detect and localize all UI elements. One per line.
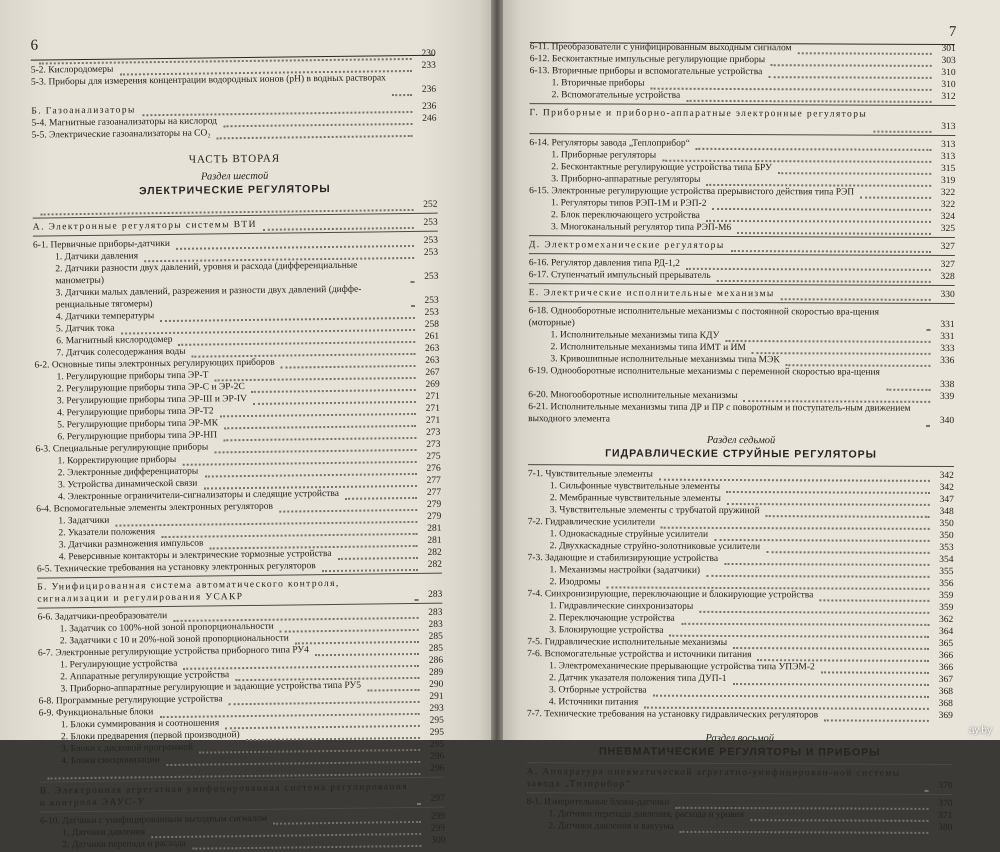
toc-entry-title: 2. Указатели положения — [58, 526, 158, 539]
toc-entry[interactable] — [37, 577, 442, 606]
toc-entry-page: 246 — [422, 113, 436, 125]
toc-entry-page: 253 — [424, 235, 438, 247]
toc-entry-title: 3. Отборные устройства — [549, 684, 650, 696]
toc-entry-page: 359 — [939, 590, 953, 602]
toc-entry-title: 6-12. Бесконтактные импульсные регулирующие приборы — [530, 53, 768, 66]
toc-entry-title: 6-15. Электронные регулирующие устройства прерывистого действия типа РЭП — [529, 185, 857, 198]
toc-entry-title: 6. Магнитный кислородомер — [56, 334, 175, 347]
toc-entry[interactable] — [529, 305, 955, 331]
right-toc — [526, 41, 955, 834]
toc-entry-page: 296 — [430, 763, 444, 775]
toc-entry-title: 3. Датчики размножения импульсов — [59, 538, 207, 552]
toc-entry-title: 2. Аппаратные регулирующие устройства — [60, 669, 232, 683]
dot-leader — [417, 792, 421, 805]
toc-entry[interactable] — [529, 269, 955, 283]
toc-entry-page: 253 — [423, 217, 437, 229]
toc-entry-title: Д. Электромеханические регуляторы — [529, 239, 728, 252]
toc-entry-title: 6-11. Преобразователи с унифицированным выходным сигналом — [530, 41, 795, 54]
right-page-number: 7 — [949, 24, 957, 41]
toc-entry-page: 330 — [940, 289, 954, 301]
toc-entry-page: 350 — [939, 530, 953, 542]
toc-entry-title: 5-4. Магнитные газоанализаторы на кислород — [31, 115, 220, 129]
section-title: ЭЛЕКТРИЧЕСКИЕ РЕГУЛЯТОРЫ — [32, 182, 437, 199]
dot-leader — [263, 216, 414, 231]
toc-entry-page: 281 — [427, 535, 441, 547]
toc-entry[interactable] — [527, 708, 953, 722]
toc-entry-title: Е. Электрические исполнительные механизмы — [529, 287, 778, 300]
toc-entry-page: 380 — [938, 822, 952, 834]
toc-entry-title: 3. Многоканальный регулятор типа РЭП-М6 — [551, 221, 734, 234]
toc-entry-page: 299 — [431, 823, 445, 835]
toc-entry-page: 342 — [940, 482, 954, 494]
toc-entry-page: 293 — [429, 703, 443, 715]
toc-entry-page: 322 — [941, 187, 955, 199]
section-8-label: Раздел восьмой — [527, 732, 953, 745]
toc-entry-page: 328 — [941, 271, 955, 283]
toc-entry-page: 233 — [422, 60, 436, 72]
toc-entry-title: А. Аппаратура пневматической агрегатно-унифицирован-ной системы завода „Тизприбор“ — [527, 766, 922, 792]
toc-entry-title: 3. Приборно-аппаратные регулирующие и задающие устройства типа РУ5 — [60, 680, 364, 696]
section-rule — [529, 283, 955, 286]
section-rule — [529, 253, 955, 256]
dot-leader — [744, 389, 931, 403]
toc-entry-title: 2. Датчики разности двух давлений, уровня и расхода (дифференциальные манометры) — [55, 259, 407, 287]
toc-entry-title: 6-21. Исполнительные механизмы типа ДР и ПР с поворотным и поступатель-ным движением выходного элемента — [528, 401, 923, 427]
toc-entry-title: 3. Блокирующие устройства — [549, 624, 666, 637]
toc-entry-title: 1. Сильфонные чувствительные элементы — [550, 480, 723, 493]
toc-entry-page: 236 — [422, 101, 436, 113]
toc-entry-page: 355 — [939, 566, 953, 578]
toc-entry-title: 7-1. Чувствительные элементы — [528, 468, 656, 481]
toc-entry-title: 2. Исполнительные механизмы типа ИМТ и ИМ — [550, 341, 748, 354]
toc-entry-title: 7-5. Гидравлические исполнительные механизмы — [527, 636, 730, 649]
toc-entry-page: 271 — [426, 391, 440, 403]
section-rule — [530, 103, 956, 106]
toc-entry-page: 370 — [938, 798, 952, 810]
toc-entry-title: 7-2. Гидравлические усилители — [528, 516, 658, 529]
toc-entry-title: 1. Приборные регуляторы — [551, 149, 659, 161]
toc-entry-title: 6-20. Многооборотные исполнительные механизмы — [528, 389, 740, 402]
section-rule — [529, 133, 955, 136]
toc-entry-title: 6-18. Однооборотные исполнительные механизмы с постоянной скоростью вра-щения (моторные) — [529, 305, 924, 331]
toc-entry-page: 263 — [425, 343, 439, 355]
toc-entry-page: 354 — [939, 554, 953, 566]
toc-entry-page: 370 — [938, 780, 952, 792]
toc-entry[interactable] — [528, 365, 954, 391]
toc-entry-title: 2. Датчики давления и вакуума — [548, 820, 676, 833]
toc-entry-title: 1. Блоки суммирования и соотношения — [61, 717, 222, 731]
toc-entry-title: 1. Датчики перепада давления, расхода и уровня — [548, 808, 747, 821]
toc-entry-title: 2. Задатчики с 10 и 20%-ной зоной пропорциональности — [60, 632, 292, 647]
toc-entry-title: 2. Блоки предварения (первой производной) — [61, 729, 243, 743]
toc-entry-title: 2. Датчик указателя положения типа ДУП-1 — [549, 672, 730, 685]
dot-leader — [686, 89, 931, 103]
toc-entry-title: 4. Датчики температуры — [56, 310, 157, 323]
toc-entry-page: 325 — [941, 223, 955, 235]
toc-entry-title: 1. Исполнительные механизмы типа КДУ — [551, 329, 723, 342]
toc-entry-title: 6-14. Регуляторы завода „Теплоприбор“ — [529, 137, 692, 150]
dot-leader — [411, 270, 415, 283]
toc-entry-page: 267 — [425, 367, 439, 379]
toc-entry-page: 290 — [429, 679, 443, 691]
toc-entry-title: 7. Датчик солесодержания воды — [56, 346, 188, 360]
toc-entry-page: 253 — [424, 247, 438, 259]
section-label: Раздел шестой — [32, 169, 437, 185]
section-7-label: Раздел седьмой — [528, 434, 954, 447]
section-8-title: ПНЕВМАТИЧЕСКИЕ РЕГУЛЯТОРЫ И ПРИБОРЫ — [527, 745, 953, 759]
toc-entry-title: 5. Датчик тока — [56, 323, 118, 336]
toc-entry-page: 339 — [940, 391, 954, 403]
toc-entry-title: 4. Регулирующие приборы типа ЭР-Т2 — [57, 405, 217, 419]
toc-entry[interactable] — [527, 766, 953, 792]
toc-entry-title: 1. Регулирующие приборы типа ЭР-Т — [57, 369, 212, 383]
toc-entry-title: 4. Источники питания — [549, 696, 641, 708]
toc-entry-page: 366 — [939, 662, 953, 674]
toc-entry-title: 1. Регулирующие устройства — [60, 658, 180, 671]
toc-entry-title: 1. Корректирующие приборы — [58, 454, 180, 467]
toc-entry-title: 2. Блок переключающего устройства — [551, 209, 703, 222]
toc-entry-page: 296 — [430, 751, 444, 763]
toc-entry-page: 362 — [939, 614, 953, 626]
toc-entry-title: 2. Бесконтактные регулирующие устройства типа БРУ — [551, 161, 775, 174]
toc-entry-title: 7-3. Задающие и стабилизирующие устройства — [528, 552, 722, 565]
toc-entry-page: 312 — [941, 91, 955, 103]
toc-entry-page: 356 — [939, 578, 953, 590]
toc-list-section-7 — [527, 464, 954, 722]
toc-entry-page: 342 — [940, 470, 954, 482]
toc-entry-page: 300 — [431, 835, 445, 847]
toc-entry-page: 338 — [940, 379, 954, 391]
toc-entry-title: 6-16. Регулятор давления типа РД-1,2 — [529, 257, 683, 270]
toc-entry-page: 253 — [424, 271, 438, 283]
toc-entry-page: 366 — [939, 650, 953, 662]
toc-entry-title: 2. Датчики перепада и расхода — [62, 838, 189, 852]
toc-entry-title: 7-6. Вспомогательные устройства и источники питания — [527, 648, 754, 661]
left-page-number: 6 — [30, 38, 38, 55]
dot-leader — [786, 353, 931, 367]
toc-entry[interactable] — [529, 239, 955, 253]
toc-entry-page: 340 — [940, 415, 954, 427]
toc-entry-page: 279 — [427, 499, 441, 511]
toc-entry-title: 6-19. Однооборотные исполнительные механизмы с переменной скоростью вра-щения — [528, 365, 883, 379]
dot-leader — [873, 120, 931, 133]
toc-list-section-6 — [32, 199, 445, 852]
toc-entry-title: 3. Кривошипные исполнительные механизмы типа МЭК — [550, 353, 782, 366]
dot-leader — [717, 269, 931, 283]
toc-entry-title: Б. Газоанализаторы — [31, 104, 139, 117]
toc-entry[interactable] — [529, 221, 955, 235]
toc-entry-page: 273 — [426, 427, 440, 439]
toc-entry-page: 271 — [426, 403, 440, 415]
section-7-title: ГИДРАВЛИЧЕСКИЕ СТРУЙНЫЕ РЕГУЛЯТОРЫ — [528, 447, 954, 461]
toc-entry-page: 275 — [426, 451, 440, 463]
toc-entry-title: 1. Задатчики — [58, 515, 112, 528]
toc-entry-title: 1. Электромеханические прерывающие устройства типа УПЭМ-2 — [549, 660, 818, 673]
toc-entry-page: 365 — [939, 638, 953, 650]
toc-entry-page: 327 — [941, 241, 955, 253]
toc-entry-page: 364 — [939, 626, 953, 638]
toc-entry-title: Г. Приборные и приборно-аппаратные электронные регуляторы — [529, 107, 870, 120]
toc-entry-title: 1. Датчики давления — [62, 826, 148, 839]
toc-entry-page: 333 — [940, 343, 954, 355]
toc-entry-title: 7-4. Синхронизирующие, переключающие и блокирующие устройства — [527, 588, 816, 601]
toc-entry-page: 279 — [427, 511, 441, 523]
toc-entry-page: 368 — [939, 698, 953, 710]
toc-entry-title: 3. Приборно-аппаратные регуляторы — [551, 173, 703, 186]
toc-entry[interactable] — [40, 781, 445, 810]
section-rule — [529, 301, 955, 304]
toc-entry-page: 285 — [429, 643, 443, 655]
section-rule — [528, 464, 954, 467]
toc-entry-title: 2. Двухкаскадные струйно-золотниковые усилители — [550, 540, 764, 553]
toc-entry-page: 276 — [426, 463, 440, 475]
toc-entry-title: А. Электронные регуляторы системы ВТИ — [33, 219, 260, 234]
toc-entry-title: 2. Изодромы — [549, 576, 603, 588]
toc-entry[interactable] — [529, 287, 955, 301]
toc-entry-title: 5. Регулирующие приборы типа ЭР-МК — [57, 417, 221, 431]
toc-entry-page: 273 — [426, 439, 440, 451]
toc-entry-title: 1. Механизмы настройки (задатчики) — [549, 564, 703, 577]
toc-entry-page: 301 — [942, 43, 956, 55]
dot-leader — [926, 414, 930, 427]
section-rule — [527, 762, 953, 765]
toc-entry-page: 271 — [426, 415, 440, 427]
dot-leader — [217, 124, 413, 139]
toc-entry-page: 331 — [940, 331, 954, 343]
dot-leader — [322, 558, 418, 572]
toc-entry-page: 282 — [428, 559, 442, 571]
toc-entry-title: 6-17. Ступенчатый импульсный прерыватель — [529, 269, 714, 282]
toc-entry-page: 359 — [939, 602, 953, 614]
toc-entry-title: 5-3. Приборы для измерения концентрации водородных ионов (pH) в водных растворах — [31, 72, 389, 88]
toc-entry[interactable] — [528, 401, 954, 427]
toc-entry-title: 3. Блоки с дисковой программой — [61, 742, 196, 756]
toc-entry-page: 277 — [427, 475, 441, 487]
toc-entry-title: 2. Мембранные чувствительные элементы — [550, 492, 724, 505]
toc-entry-page: 295 — [430, 715, 444, 727]
toc-entry-page: 283 — [428, 589, 442, 601]
toc-entry-page: 313 — [941, 151, 955, 163]
toc-entry[interactable] — [530, 89, 956, 103]
toc-entry-title: 4. Электронные ограничители-сигнализаторы и следящие устройства — [58, 488, 342, 503]
toc-entry-title: 1. Гидравлические синхронизаторы — [549, 600, 696, 613]
toc-entry-page: 295 — [430, 739, 444, 751]
dot-leader — [414, 588, 418, 601]
toc-entry-title: 6-2. Основные типы электронных регулирующих приборов — [34, 357, 277, 372]
toc-entry-page: 286 — [429, 655, 443, 667]
toc-entry-page: 236 — [422, 84, 436, 96]
toc-entry-page: 367 — [939, 674, 953, 686]
toc-entry-page: 369 — [939, 710, 953, 722]
toc-entry-title: 6-10. Датчики с унифицированным выходным сигналом — [40, 813, 270, 828]
toc-entry-page: 371 — [938, 810, 952, 822]
toc-entry-title: 2. Электронные дифференциаторы — [58, 466, 202, 480]
toc-entry-title: 6-9. Функциональные блоки — [39, 706, 157, 719]
watermark: ay.by — [969, 725, 992, 736]
toc-entry-page: 263 — [425, 355, 439, 367]
toc-entry-title: 3. Датчики малых давлений, разрежения и разности двух давлений (диффе-ренциальные тягомеры) — [56, 283, 408, 311]
toc-entry-page: 315 — [941, 163, 955, 175]
toc-entry-title: 5-2. Кислородомеры — [31, 64, 117, 77]
toc-entry-page: 261 — [425, 331, 439, 343]
toc-entry-page: 289 — [429, 667, 443, 679]
toc-entry-page: 347 — [940, 494, 954, 506]
toc-entry-title: 2. Переключающие устройства — [549, 612, 678, 625]
toc-entry-page: 269 — [425, 379, 439, 391]
toc-entry-page: 322 — [941, 199, 955, 211]
right-page-content — [497, 0, 1000, 742]
toc-entry-page: 277 — [427, 487, 441, 499]
toc-list-section-8 — [526, 762, 952, 834]
toc-entry-title: 6-3. Специальные регулирующие приборы — [35, 441, 211, 455]
toc-entry-page: 350 — [939, 518, 953, 530]
toc-entry-page: 313 — [941, 139, 955, 151]
toc-entry[interactable] — [31, 72, 436, 101]
toc-entry-title: 6-7. Электронные регулирующие устройства приборного типа РУ4 — [38, 644, 312, 659]
toc-entry-title: 6-13. Вторичные приборы и вспомогательные устройства — [530, 65, 766, 78]
toc-entry-title: 8-1. Измерительные блоки-датчики — [526, 796, 672, 809]
dot-leader — [824, 708, 929, 721]
toc-entry-page: 331 — [940, 319, 954, 331]
right-page — [500, 0, 1000, 740]
toc-entry-page: 327 — [941, 259, 955, 271]
dot-leader — [192, 834, 422, 850]
dot-leader — [392, 83, 412, 96]
toc-entry-page: 303 — [941, 55, 955, 67]
toc-entry-page: 258 — [425, 319, 439, 331]
toc-entry-title: 1. Вторичные приборы — [552, 77, 648, 89]
toc-entry-page: 253 — [424, 295, 438, 307]
dot-leader — [781, 287, 931, 301]
dot-leader — [680, 820, 929, 834]
dot-leader — [737, 221, 931, 235]
toc-entry-title: 6-1. Первичные приборы-датчики — [33, 238, 173, 252]
toc-entry-title: 3. Чувствительные элементы с трубчатой пружиной — [550, 504, 763, 517]
toc-entry[interactable] — [526, 820, 952, 834]
toc-entry-page: 285 — [428, 631, 442, 643]
toc-entry-page: 353 — [939, 542, 953, 554]
toc-entry-page: 252 — [423, 199, 437, 211]
toc-entry-title: 2. Вспомогательные устройства — [552, 89, 684, 102]
dot-leader — [731, 239, 931, 253]
toc-entry-page: 253 — [425, 307, 439, 319]
toc-entry-title: 5-5. Электрические газоанализаторы на CO₂ — [32, 127, 214, 141]
toc-entry-page: 336 — [940, 355, 954, 367]
toc-entry-title: 1. Задатчик со 100%-ной зоной пропорциональности — [60, 621, 277, 636]
book-gutter — [491, 0, 503, 740]
toc-entry-page: 230 — [421, 48, 435, 60]
toc-entry-page: 324 — [941, 211, 955, 223]
toc-entry-title: 6-4. Вспомогательные элементы электронных регуляторов — [36, 501, 276, 516]
toc-entry-page: 283 — [428, 607, 442, 619]
toc-entry-page: 348 — [939, 506, 953, 518]
toc-entry-title: 4. Реверсивные контакторы и электрические тормозные устройства — [59, 548, 335, 563]
toc-entry-page: 282 — [427, 547, 441, 559]
toc-entry-title: Б. Унифицированная система автоматического контроля, сигнализации и регулирования УСАКР — [37, 577, 411, 606]
toc-entry-page: 319 — [941, 175, 955, 187]
toc-entry-page: 283 — [428, 619, 442, 631]
toc-entry-page: 281 — [427, 523, 441, 535]
toc-entry-title: 6-8. Программные регулирующие устройства — [39, 693, 226, 707]
toc-entry-page: 295 — [430, 727, 444, 739]
toc-entry-page: 310 — [941, 67, 955, 79]
toc-entry-title: 2. Регулирующие приборы типа ЭР-С и ЭР-2С — [57, 381, 248, 395]
toc-entry-page: 310 — [941, 79, 955, 91]
section-rule — [529, 235, 955, 238]
left-page — [0, 0, 494, 740]
dot-leader — [925, 779, 929, 792]
toc-entry-page: 291 — [429, 691, 443, 703]
toc-list-intro — [31, 48, 437, 142]
toc-entry-title: 1. Регуляторы типов РЭП-1М и РЭП-2 — [551, 197, 709, 210]
toc-entry-title: 7-7. Технические требования на установку гидравлических регуляторов — [527, 708, 821, 721]
toc-entry-title: 3. Регулирующие приборы типа ЭР-III и ЭР-IV — [57, 393, 250, 407]
toc-entry-page: 297 — [430, 793, 444, 805]
toc-list-section-6-cont — [528, 41, 956, 427]
section-rule — [527, 792, 953, 795]
left-toc — [31, 48, 446, 852]
toc-entry-title: В. Электронная агрегатная унифицированная система регулирования и контроля ЭАУС-У — [40, 781, 414, 810]
toc-entry-title: 6-6. Задатчики-преобразователи — [37, 610, 170, 624]
toc-entry-title: 3. Устройства динамической связи — [58, 478, 201, 492]
toc-entry-page: 313 — [941, 121, 955, 133]
toc-entry-title: 6-5. Технические требования на установку электронных регуляторов — [37, 560, 319, 575]
toc-entry-page: 368 — [939, 686, 953, 698]
toc-entry-page: 299 — [431, 811, 445, 823]
toc-entry-title: 6. Регулирующие приборы типа ЭР-НП — [57, 429, 220, 443]
toc-entry-title: 1. Датчики давления — [55, 250, 141, 263]
left-page-content — [0, 0, 503, 740]
toc-entry-title: 4. Блоки синхронизации — [61, 754, 163, 767]
part-title: ЧАСТЬ ВТОРАЯ — [32, 151, 437, 168]
toc-entry-title: 1. Однокаскадные струйные усилители — [550, 528, 712, 541]
toc-entry[interactable] — [529, 107, 955, 133]
